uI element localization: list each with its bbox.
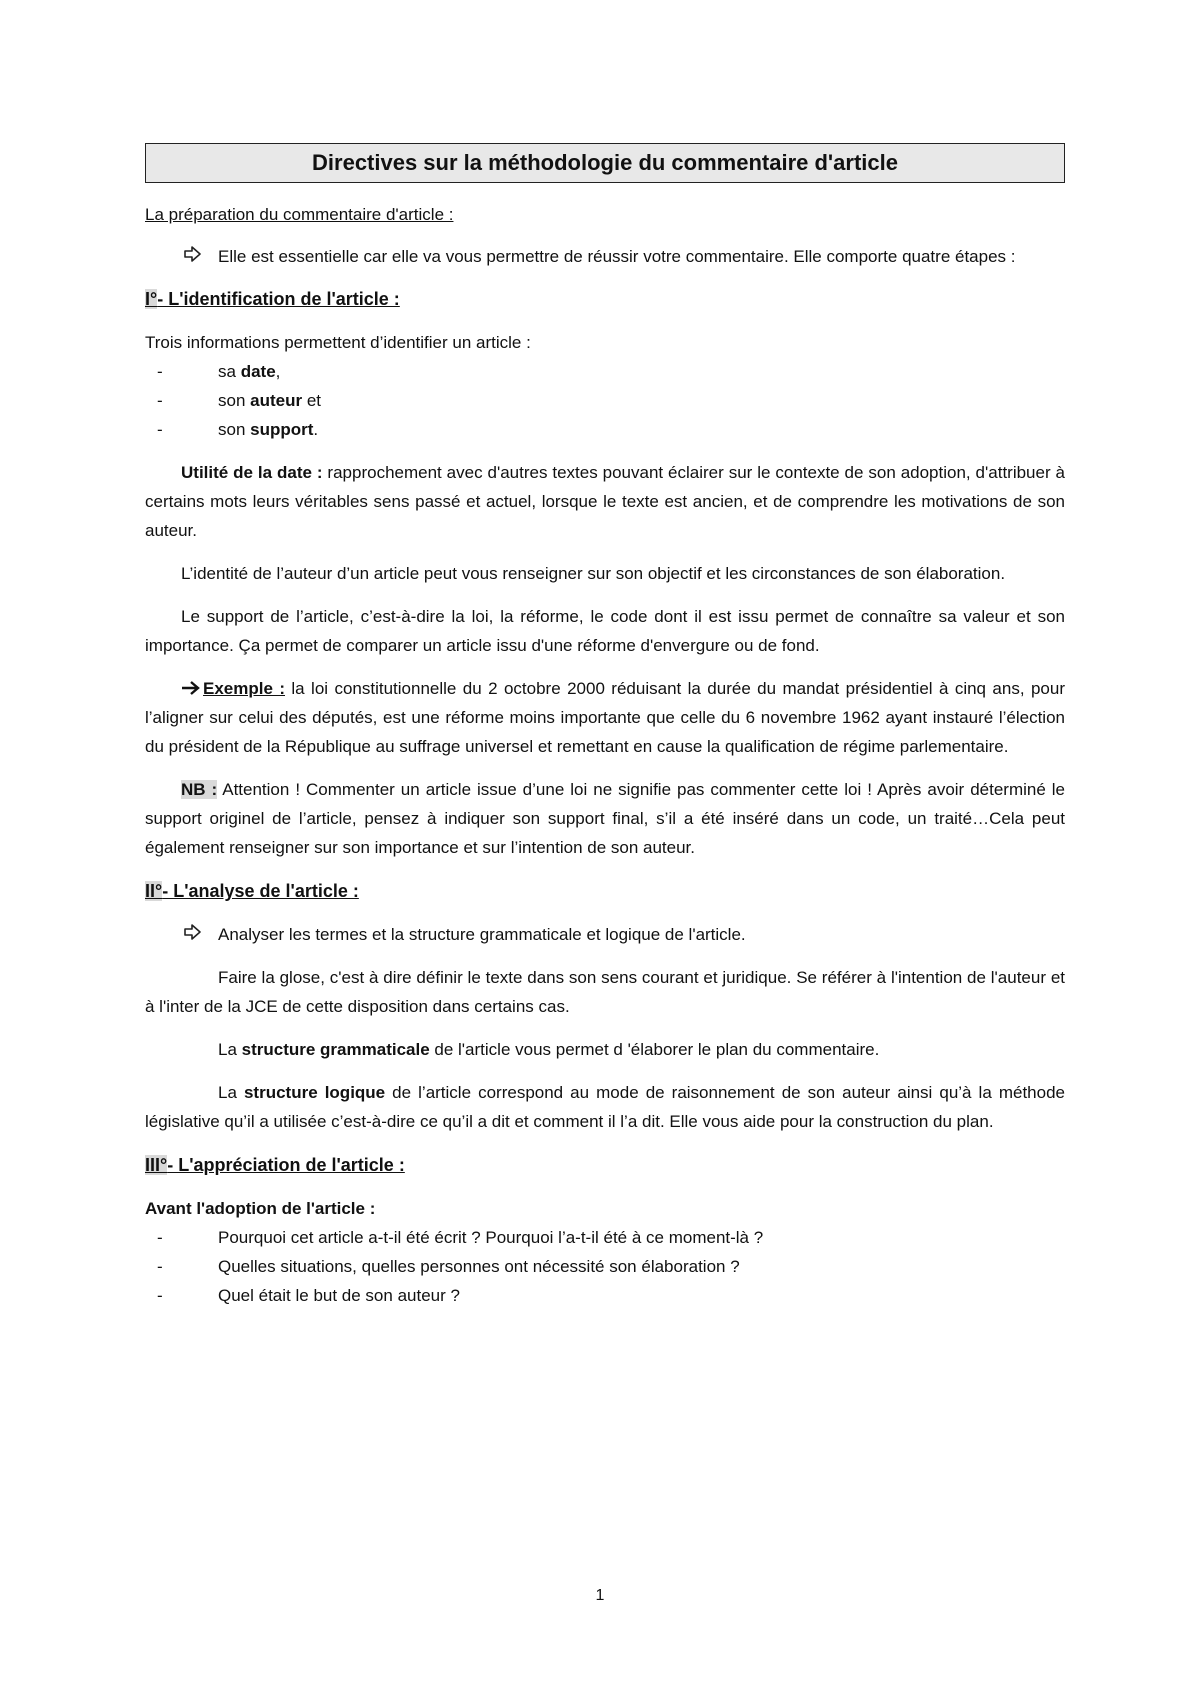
section-2-heading — [145, 878, 1065, 904]
document-title: Directives sur la méthodologie du commentaire d'article — [145, 143, 1065, 183]
section-1-number: I° — [145, 289, 158, 309]
section-1-heading — [145, 286, 1065, 312]
auteur-paragraph: L’identité de l’auteur d’un article peut vous renseigner sur son objectif et les circonstances de son élaboration. — [181, 564, 1006, 583]
list-item: - sa date, — [157, 362, 281, 381]
arrow-right-outline-icon — [183, 243, 203, 265]
example-label: Exemple : — [203, 679, 285, 698]
page-number: 1 — [595, 1587, 605, 1604]
logic-paragraph: La structure logique de l’article correspond au mode de raisonnement de son auteur ainsi qu’à la méthode législative qu’il a utilisée c’est-à-dire ce qu’il a dit et comment il l’a dit. Elle vous aide pour la construction du plan. — [145, 1083, 1065, 1131]
date-label: Utilité de la date : — [181, 463, 323, 482]
arrow-right-outline-icon — [183, 921, 203, 943]
list-item: - Quelles situations, quelles personnes ont nécessité son élaboration ? — [157, 1257, 740, 1276]
document-body — [145, 143, 1065, 1310]
analysis-arrow-text: Analyser les termes et la structure grammaticale et logique de l'article. — [218, 925, 746, 944]
section-2-title: - L'analyse de l'article : — [162, 881, 359, 901]
nb-label: NB : — [181, 780, 218, 799]
support-paragraph: Le support de l’article, c’est-à-dire la loi, la réforme, le code dont il est issu permet de connaître sa valeur et son importance. Ça permet de comparer un article issu d'une réforme d'envergure ou de fond. — [145, 607, 1065, 655]
arrow-right-icon — [181, 674, 203, 703]
questions-list — [145, 1223, 1065, 1310]
before-adoption-label: Avant l'adoption de l'article : — [145, 1199, 376, 1218]
intro-arrow-item — [145, 242, 1065, 271]
preparation-label: La préparation du commentaire d'article : — [145, 205, 454, 224]
section-1-title: - L'identification de l'article : — [157, 289, 400, 309]
analysis-arrow-item — [145, 920, 1065, 949]
grammar-paragraph: La structure grammaticale de l'article vous permet d 'élaborer le plan du commentaire. — [218, 1040, 880, 1059]
identification-list — [145, 357, 1065, 444]
intro-arrow-text: Elle est essentielle car elle va vous permettre de réussir votre commentaire. Elle comporte quatre étapes : — [218, 247, 1016, 266]
example-paragraph: Exemple : la loi constitutionnelle du 2 octobre 2000 réduisant la durée du mandat présidentiel à cinq ans, pour l’aligner sur celui des députés, est une réforme moins importante que celle du 6 novembre 1962 ayant instauré l’élection du président de la République au suffrage universel et remettant en cause la qualification de régime parlementaire. — [145, 674, 1065, 761]
section-1-intro: Trois informations permettent d’identifier un article : — [145, 333, 531, 352]
section-2-number: II° — [145, 881, 163, 901]
list-item: - son auteur et — [157, 391, 322, 410]
nb-paragraph: NB : Attention ! Commenter un article issue d’une loi ne signifie pas commenter cette loi ! Après avoir déterminé le support originel de l’article, pensez à indiquer son support final, s’il a été inséré dans un code, un traité…Cela peut également renseigner sur son importance et sur l’intention de son auteur. — [145, 780, 1065, 857]
section-3-number: III° — [145, 1155, 168, 1175]
section-3-title: - L'appréciation de l'article : — [167, 1155, 405, 1175]
date-paragraph: Utilité de la date : rapprochement avec d'autres textes pouvant éclairer sur le contexte de son adoption, d'attribuer à certains mots leurs véritables sens passé et actuel, lorsque le texte est ancien, et de comprendre les motivations de son auteur. — [145, 463, 1065, 540]
glose-paragraph: Faire la glose, c'est à dire définir le texte dans son sens courant et juridique. Se référer à l'intention de l'auteur et à l'inter de la JCE de cette disposition dans certains cas. — [145, 968, 1065, 1016]
list-item: - Quel était le but de son auteur ? — [157, 1286, 460, 1305]
list-item: - Pourquoi cet article a-t-il été écrit ? Pourquoi l’a-t-il été à ce moment-là ? — [157, 1228, 764, 1247]
list-item: - son support. — [157, 420, 319, 439]
section-3-heading — [145, 1152, 1065, 1178]
